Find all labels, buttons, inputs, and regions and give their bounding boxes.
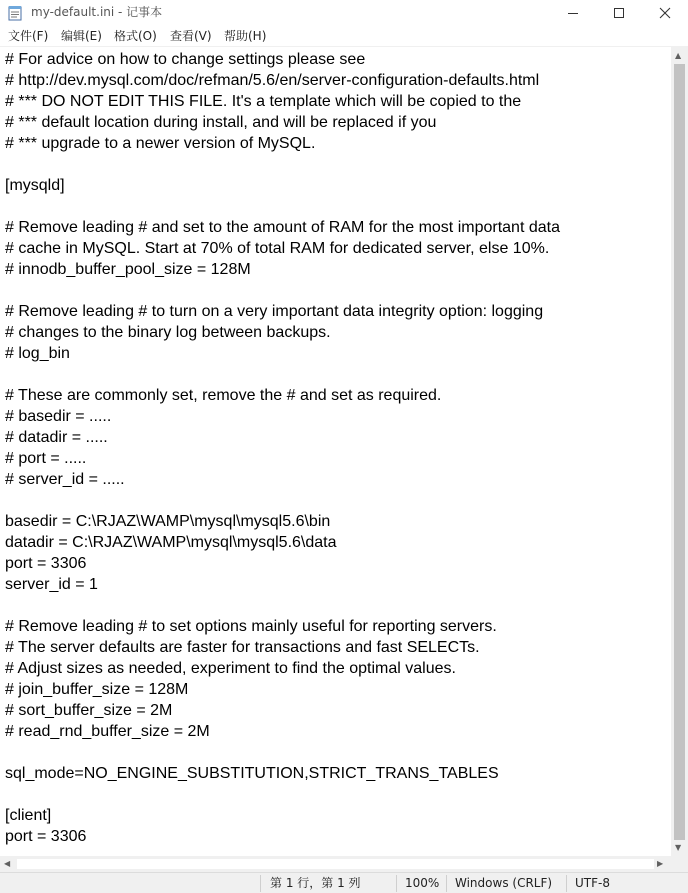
status-line-ending: Windows (CRLF) (455, 876, 553, 890)
menu-file[interactable]: 文件(F) (8, 29, 49, 43)
menu-view[interactable]: 查看(V) (170, 29, 212, 43)
scroll-down-icon[interactable]: ▼ (675, 843, 682, 852)
notepad-icon (8, 5, 22, 21)
editor-content[interactable]: # For advice on how to change settings please see # http://dev.mysql.com/doc/refman/5.6/en/server-configuration-defaults.html # *** DO NOT EDIT THIS FILE. It's a template which will be copied to the # *** default location during install, and will be replaced if you # *** upgrade to a newer version of MySQL. [mysqld] # Remove leading # and set to the amount of RAM for the most important data # cache in MySQL. Start at 70% of total RAM for dedicated server, else 10%. # innodb_buffer_pool_size = 128M # Remove leading # to turn on a very important data integrity option: logging # changes to the binary log between backups. # log_bin # These are commonly set, remove the # and set as required. # basedir = ..... # datadir = ..... # port = ..... # server_id = ..... basedir = C:\RJAZ\WAMP\mysql\mysql5.6\bin datadir = C:\RJAZ\WAMP\mysql\mysql5.6\data port = 3306 server_id = 1 # Remove leading # to set options mainly useful for reporting servers. # The server defaults are faster for transactions and fast SELECTs. # Adjust sizes as needed, experiment to find the optimal values. # join_buffer_size = 128M # sort_buffer_size = 2M # read_rnd_buffer_size = 2M sql_mode=NO_ENGINE_SUBSTITUTION,STRICT_TRANS_TABLES [client] port = 3306 (5, 51, 560, 845)
window-title: my-default.ini - 记事本 (31, 5, 163, 19)
status-zoom: 100% (405, 876, 440, 890)
scroll-right-icon[interactable]: ▶ (657, 859, 664, 868)
status-divider (260, 875, 261, 892)
close-button[interactable] (642, 0, 688, 26)
status-encoding: UTF-8 (575, 876, 610, 890)
status-bar (0, 872, 688, 893)
title-bar[interactable] (0, 0, 688, 26)
vertical-scroll-thumb[interactable] (674, 64, 685, 840)
text-editor[interactable] (0, 47, 671, 856)
vertical-scrollbar[interactable] (671, 47, 688, 856)
scrollbar-corner (671, 856, 688, 872)
status-divider (396, 875, 397, 892)
status-divider (446, 875, 447, 892)
minimize-button[interactable] (550, 0, 596, 26)
status-divider (566, 875, 567, 892)
horizontal-scroll-thumb[interactable] (17, 859, 654, 869)
menu-edit[interactable]: 编辑(E) (61, 29, 102, 43)
menu-bar (0, 26, 688, 47)
horizontal-scrollbar[interactable] (0, 856, 671, 872)
scroll-up-icon[interactable]: ▲ (675, 51, 682, 60)
menu-format[interactable]: 格式(O) (114, 29, 157, 43)
scroll-left-icon[interactable]: ◀ (4, 859, 11, 868)
minimize-icon (567, 7, 579, 19)
close-icon (659, 7, 671, 19)
maximize-icon (613, 7, 625, 19)
menu-help[interactable]: 帮助(H) (224, 29, 267, 43)
status-cursor-position: 第 1 行，第 1 列 (270, 876, 361, 890)
maximize-button[interactable] (596, 0, 642, 26)
